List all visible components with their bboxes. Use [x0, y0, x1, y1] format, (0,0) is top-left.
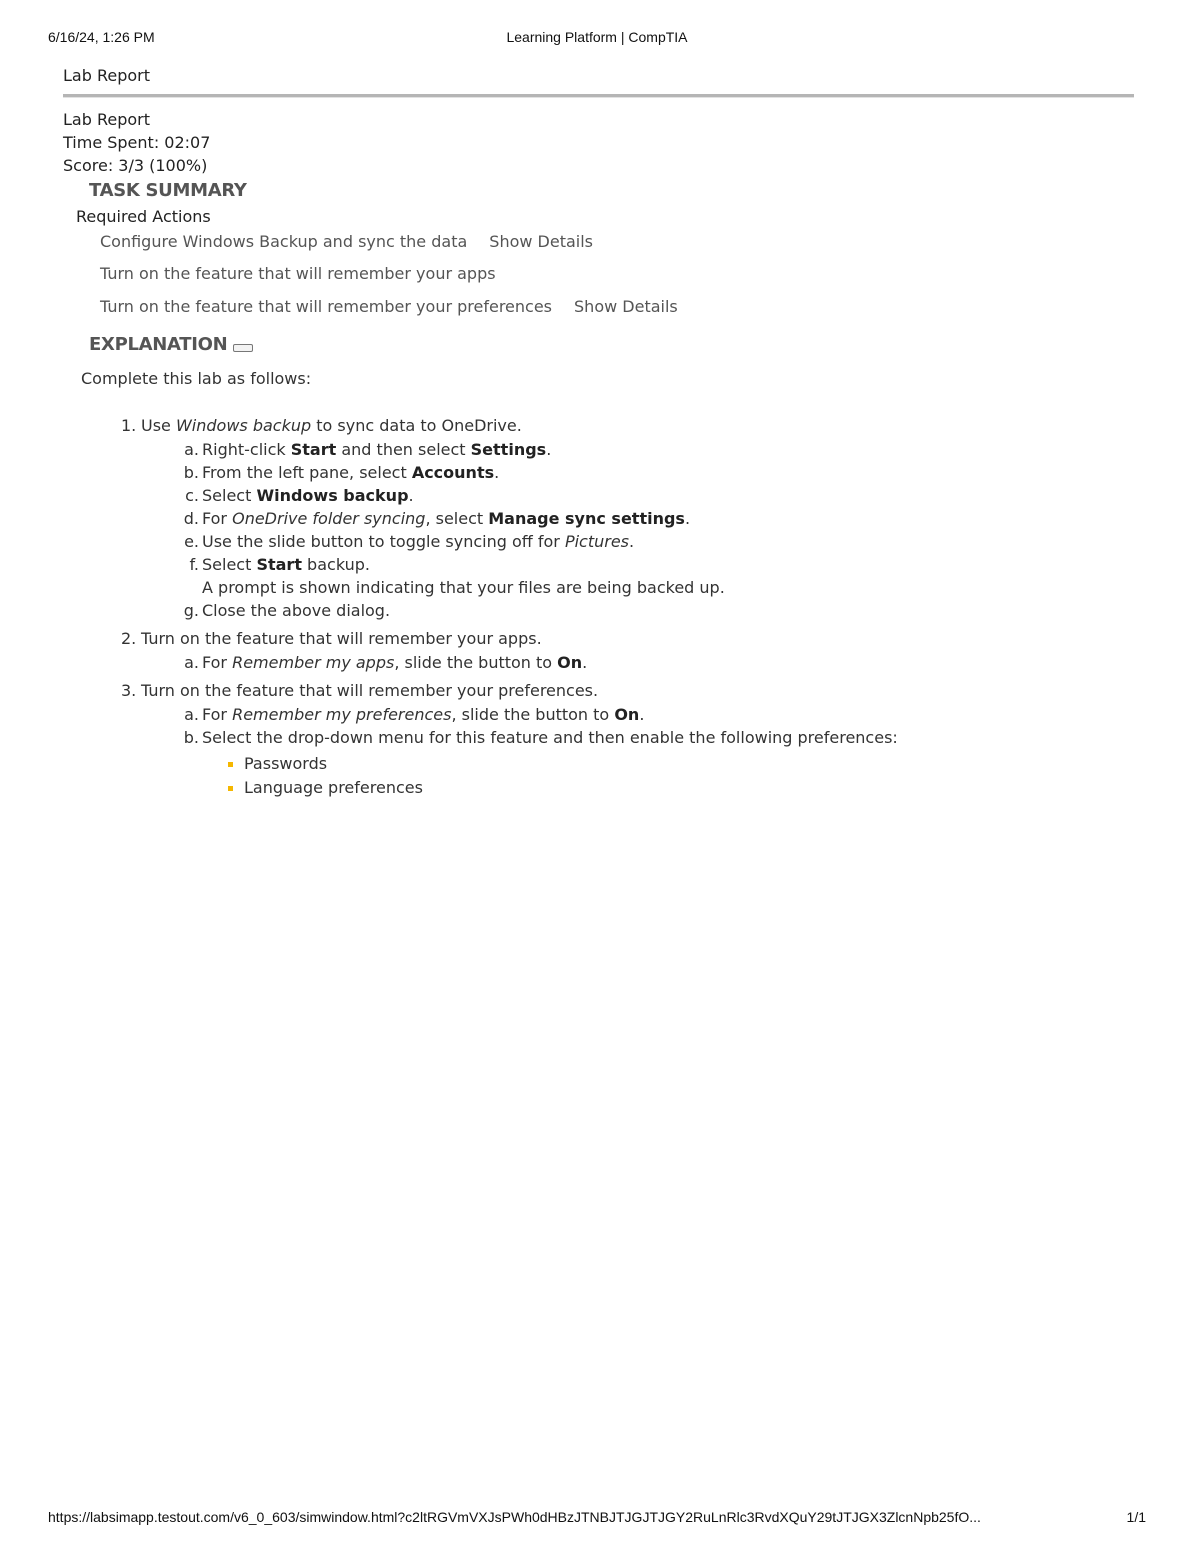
- document-title: Lab Report: [63, 66, 150, 85]
- print-page-title: Learning Platform | CompTIA: [506, 29, 688, 45]
- substep-item: b. Select the drop-down menu for this feature and then enable the following preferences: Passwords Language preferences: [202, 726, 898, 800]
- print-url: https://labsimapp.testout.com/v6_0_603/simwindow.html?c2ltRGVmVXJsPWh0dHBzJTNBJTJGJTJGY2RuLnRlc3RvdXQuY29tJTJGX3ZlcnNpb25fO...: [48, 1509, 981, 1525]
- report-summary: [63, 108, 210, 177]
- step-number: 1.: [121, 416, 137, 435]
- show-details-link[interactable]: Show Details: [574, 297, 678, 316]
- explanation-heading-text: EXPLANATION: [89, 334, 228, 355]
- substep-item: a. For Remember my preferences, slide the button to On.: [184, 705, 645, 724]
- required-action-text: Configure Windows Backup and sync the data: [100, 232, 468, 251]
- print-header: [48, 29, 1146, 47]
- required-action-text: Turn on the feature that will remember your apps: [100, 264, 496, 283]
- explanation-intro: Complete this lab as follows:: [81, 369, 312, 388]
- substep-item: d. For OneDrive folder syncing, select Manage sync settings.: [183, 509, 691, 528]
- step-item: 2. Turn on the feature that will remember your apps. a. For Remember my apps, slide the button to On.: [141, 627, 898, 674]
- report-label: Lab Report: [63, 110, 150, 129]
- explanation-steps: [121, 414, 898, 805]
- explanation-heading: [89, 334, 253, 355]
- required-action-text: Turn on the feature that will remember your preferences: [100, 297, 553, 316]
- page-number: 1/1: [1126, 1509, 1146, 1525]
- score: Score: 3/3 (100%): [63, 156, 208, 175]
- substep-list: [184, 651, 898, 674]
- substep-item: a. Right-click Start and then select Settings.: [184, 440, 552, 459]
- print-footer: [48, 1509, 1146, 1527]
- header-divider: [63, 94, 1134, 98]
- substep-item: b. From the left pane, select Accounts.: [183, 463, 500, 482]
- substep-item: f. Select Start backup. A prompt is shown indicating that your files are being backed up.: [189, 555, 725, 597]
- substep-list: [183, 703, 898, 800]
- substep-list: [183, 438, 898, 622]
- step-item: 3. Turn on the feature that will remember your preferences. a. For Remember my preferences, slide the button to On. b. Select the drop-down menu for this feature and then enable the following preferences: Passwords Language preferences: [141, 679, 898, 800]
- time-spent: Time Spent: 02:07: [63, 133, 211, 152]
- preference-list: [244, 752, 898, 800]
- print-date: 6/16/24, 1:26 PM: [48, 29, 155, 45]
- substep-item: g. Close the above dialog.: [183, 601, 391, 620]
- substep-item: c. Select Windows backup.: [185, 486, 414, 505]
- preference-item: Language preferences: [244, 776, 898, 800]
- required-actions-label: Required Actions: [76, 207, 211, 226]
- substep-item: a. For Remember my apps, slide the button to On.: [184, 653, 588, 672]
- step-number: 3.: [121, 681, 137, 700]
- required-action-item: [100, 264, 496, 283]
- show-details-link[interactable]: Show Details: [489, 232, 594, 251]
- task-summary-heading: TASK SUMMARY: [89, 180, 247, 201]
- substep-item: e. Use the slide button to toggle syncing off for Pictures.: [184, 532, 635, 551]
- required-action-item: [100, 297, 678, 316]
- step-number: 2.: [121, 629, 137, 648]
- collapse-toggle-icon[interactable]: [233, 344, 253, 352]
- substep-note: A prompt is shown indicating that your files are being backed up.: [202, 578, 725, 597]
- required-action-item: [100, 232, 593, 251]
- preference-item: Passwords: [244, 752, 898, 776]
- step-item: 1. Use Windows backup to sync data to OneDrive. a. Right-click Start and then select Settings. b. From the left pane, select Accounts. c. Select Windows backup. d. For OneDrive folder syncing, select Manage sync settings. e. Use the slide button to toggle syncing off for Pictures. f. Select Start backup. A prompt is shown indicating that your files are being backed up. g. Close the above dialog.: [141, 414, 898, 622]
